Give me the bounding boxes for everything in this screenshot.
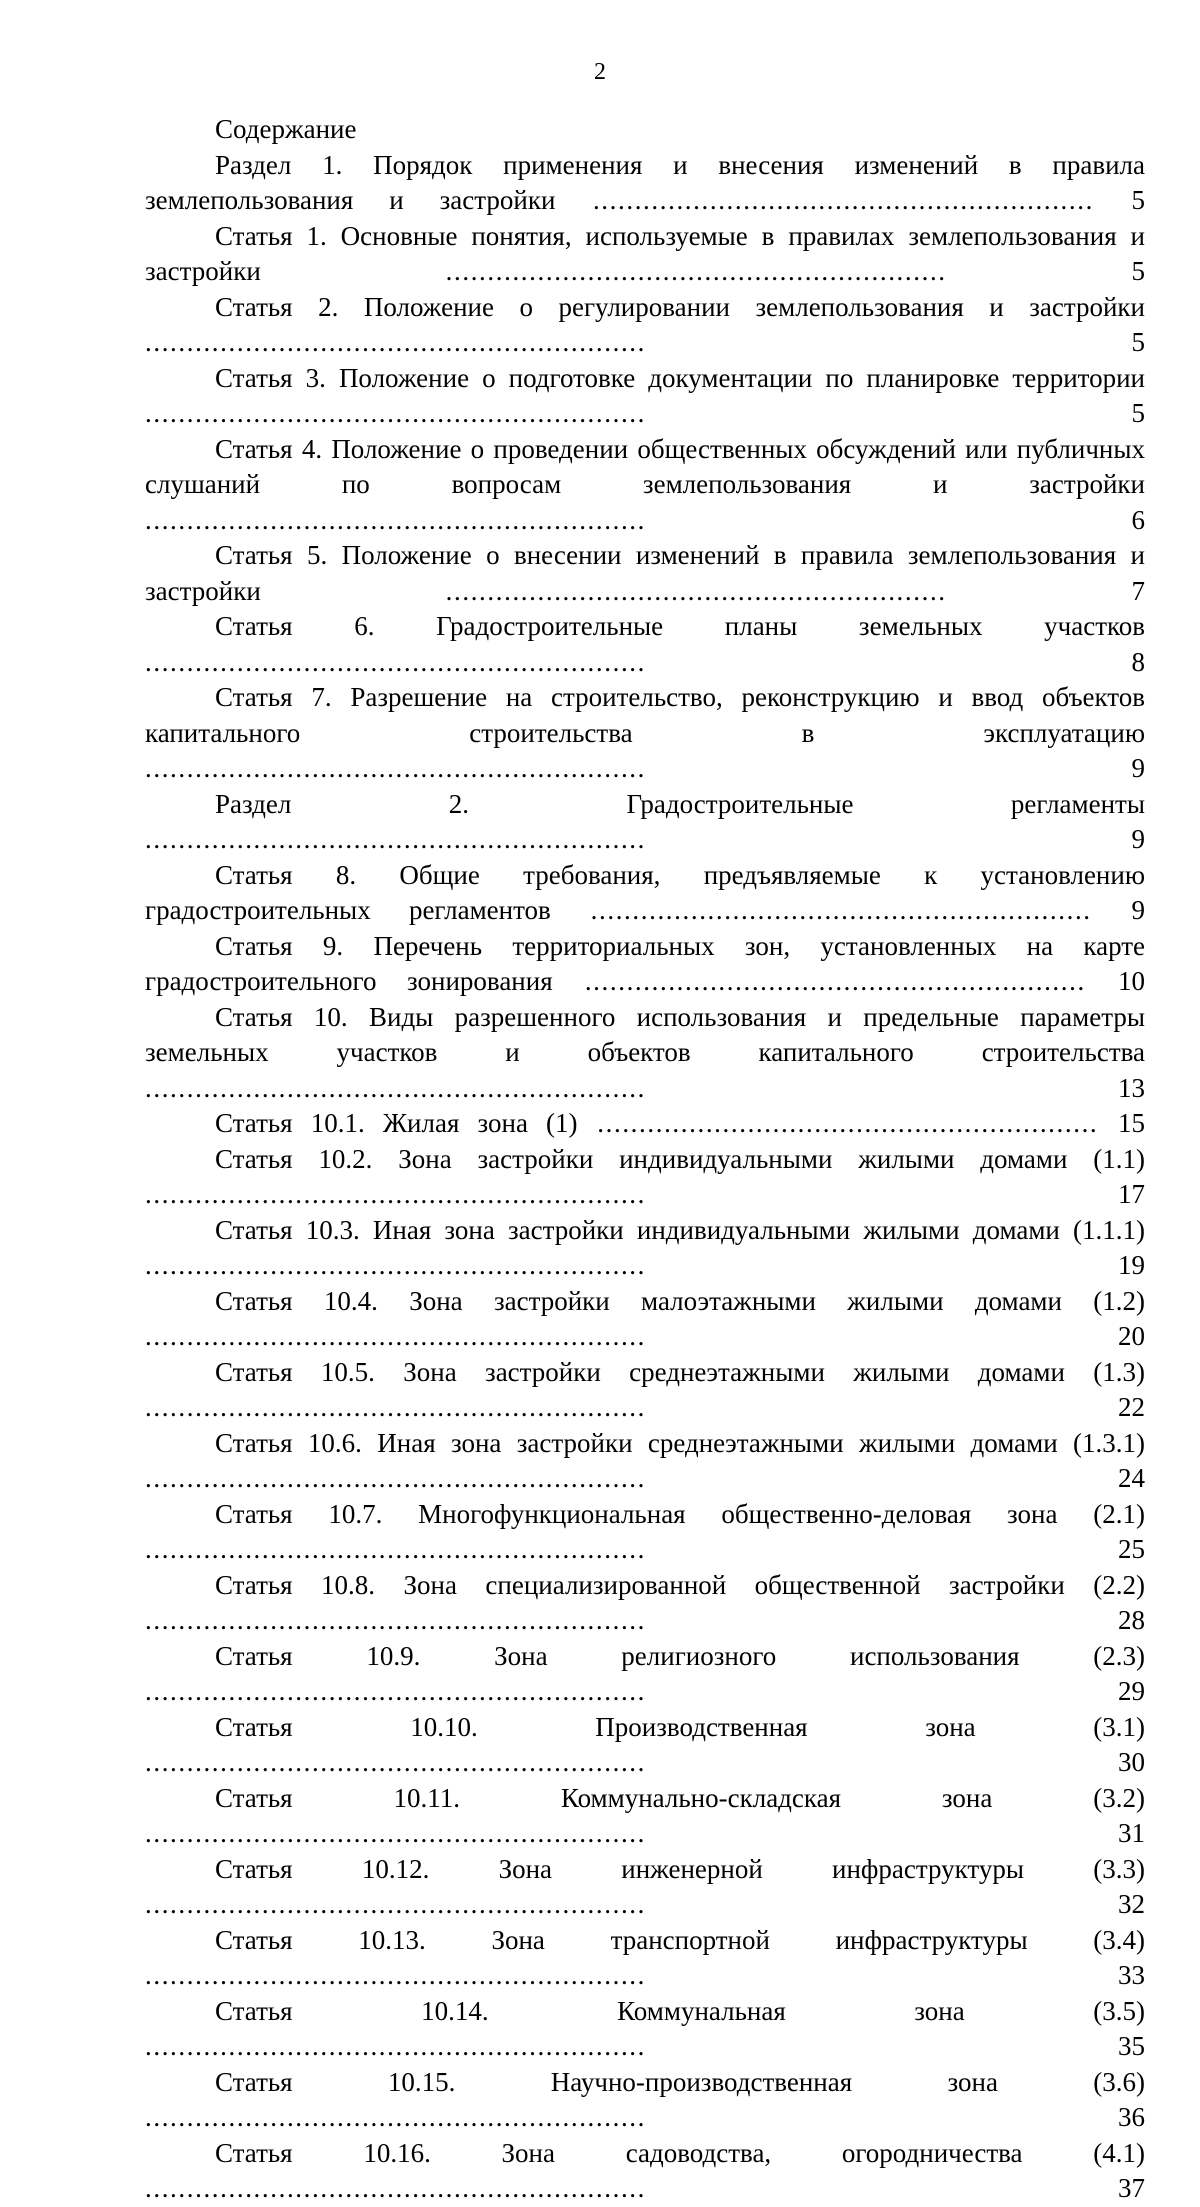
toc-entry-page: 25: [1118, 1534, 1145, 1564]
toc-entry-leader: ............................................................: [260, 575, 1132, 606]
toc-entry-title: Статья 10.14. Коммунальная зона (3.5): [215, 1995, 1145, 2026]
toc-entry[interactable]: [145, 787, 1145, 858]
toc-entry-page: 5: [1131, 398, 1145, 428]
toc-entry-title: Статья 4. Положение о проведении общественных обсуждений или публичных слушаний по вопросам землепользования и застройки: [145, 433, 1145, 499]
toc-entry-title: Статья 10.9. Зона религиозного использования (2.3): [215, 1640, 1145, 1671]
table-of-contents: [145, 112, 1145, 2207]
toc-entry-page: 37: [1118, 2173, 1145, 2203]
toc-entry-page: 32: [1118, 1889, 1145, 1919]
toc-entry[interactable]: [145, 2136, 1145, 2207]
toc-entry[interactable]: [145, 680, 1145, 787]
toc-entry[interactable]: [145, 538, 1145, 609]
toc-entry[interactable]: [145, 361, 1145, 432]
toc-entry-title: Статья 10.1. Жилая зона (1): [215, 1108, 578, 1138]
toc-entry-title: Статья 6. Градостроительные планы земельных участков: [215, 611, 1145, 641]
toc-entry[interactable]: [145, 290, 1145, 361]
toc-entry-leader: ............................................................: [145, 753, 1132, 783]
toc-entry-title: Статья 1. Основные понятия, используемые в правилах землепользования и застройки: [145, 220, 1145, 286]
toc-entry-page: 8: [1131, 646, 1145, 677]
toc-entry[interactable]: [145, 1568, 1145, 1639]
toc-entry-title: Статья 10.4. Зона застройки малоэтажными жилыми домами (1.2): [215, 1285, 1145, 1316]
toc-entry-leader: ............................................................: [145, 1072, 1118, 1103]
toc-entry-page: 22: [1118, 1392, 1145, 1422]
toc-entry-title: Статья 10.13. Зона транспортной инфраструктуры (3.4): [215, 1924, 1145, 1955]
toc-entry[interactable]: [145, 1497, 1145, 1568]
toc-entry[interactable]: [145, 1994, 1145, 2065]
toc-entry-page: 9: [1131, 824, 1145, 854]
toc-entry-page: 9: [1131, 753, 1145, 783]
toc-entry-title: Статья 10.16. Зона садоводства, огородничества (4.1): [215, 2137, 1145, 2168]
toc-entry[interactable]: [145, 1923, 1145, 1994]
toc-entry[interactable]: [145, 929, 1145, 1000]
toc-entry-leader: ............................................................: [145, 1676, 1118, 1706]
toc-entry[interactable]: [145, 1781, 1145, 1852]
toc-entry-page: 24: [1118, 1463, 1145, 1493]
toc-entry[interactable]: [145, 1426, 1145, 1497]
toc-entry-leader: ............................................................: [145, 646, 1132, 677]
toc-entry-page: 5: [1131, 256, 1145, 286]
toc-entry-leader: ............................................................: [555, 185, 1132, 215]
toc-entry-title: Статья 8. Общие требования, предъявляемые к установлению градостроительных регламентов: [145, 859, 1145, 925]
toc-entry-title: Статья 10.2. Зона застройки индивидуальными жилыми домами (1.1): [215, 1143, 1145, 1174]
toc-entry[interactable]: [145, 609, 1145, 680]
toc-entry[interactable]: [145, 1284, 1145, 1355]
toc-entry-page: 30: [1118, 1747, 1145, 1777]
toc-entry-page: 33: [1118, 1960, 1145, 1990]
toc-entry-page: 17: [1118, 1179, 1145, 1209]
toc-entry-page: 19: [1118, 1250, 1145, 1280]
toc-entry-page: 9: [1131, 895, 1145, 925]
toc-entry-title: Статья 7. Разрешение на строительство, реконструкцию и ввод объектов капитального строительства в эксплуатацию: [145, 682, 1145, 748]
toc-entry-leader: ............................................................: [145, 2102, 1118, 2132]
toc-entry-title: Раздел 1. Порядок применения и внесения изменений в правила землепользования и застройки: [145, 149, 1145, 215]
toc-entry-leader: ............................................................: [145, 1605, 1118, 1635]
toc-entry-title: Статья 10.10. Производственная зона (3.1): [215, 1711, 1145, 1742]
toc-entry[interactable]: [145, 432, 1145, 539]
toc-entry-leader: ............................................................: [260, 256, 1132, 286]
toc-entry-title: Статья 10.5. Зона застройки среднеэтажными жилыми домами (1.3): [215, 1356, 1145, 1387]
toc-entry[interactable]: [145, 1213, 1145, 1284]
toc-entry-leader: ............................................................: [552, 966, 1118, 996]
toc-entry-title: Статья 10.15. Научно-производственная зона (3.6): [215, 2066, 1145, 2097]
toc-entry-page: 6: [1131, 504, 1145, 535]
toc-entry-leader: ............................................................: [145, 824, 1132, 854]
toc-heading: Содержание: [215, 114, 357, 144]
toc-entry-leader: ............................................................: [145, 1889, 1118, 1919]
toc-entry-leader: ............................................................: [145, 1960, 1118, 1990]
toc-entry-page: 5: [1131, 185, 1145, 215]
toc-entry-title: Статья 3. Положение о подготовке документации по планировке территории: [215, 362, 1145, 393]
toc-entry-leader: ............................................................: [145, 1392, 1118, 1422]
toc-entry[interactable]: [145, 1106, 1145, 1142]
toc-entry-title: Раздел 2. Градостроительные регламенты: [215, 788, 1145, 819]
toc-entry-leader: ............................................................: [145, 504, 1132, 535]
toc-entry-page: 10: [1118, 966, 1145, 996]
toc-entry-leader: ............................................................: [145, 1747, 1118, 1777]
toc-entry-title: Статья 10.7. Многофункциональная общественно-деловая зона (2.1): [215, 1498, 1145, 1529]
toc-entry-page: 28: [1118, 1605, 1145, 1635]
toc-entry[interactable]: [145, 1142, 1145, 1213]
toc-entry-page: 36: [1118, 2102, 1145, 2132]
toc-entry[interactable]: [145, 1000, 1145, 1107]
toc-entry-page: 5: [1131, 327, 1145, 357]
toc-entry-page: 13: [1118, 1072, 1145, 1103]
toc-entry-list: [145, 148, 1145, 2207]
toc-entry-leader: ............................................................: [145, 1250, 1118, 1280]
toc-entry-leader: ............................................................: [145, 327, 1132, 357]
toc-entry-leader: ............................................................: [145, 1321, 1118, 1351]
toc-entry-leader: ............................................................: [145, 2031, 1118, 2061]
toc-entry-title: Статья 10. Виды разрешенного использования и предельные параметры земельных участков и объектов капитального строительства: [145, 1001, 1145, 1067]
toc-entry-page: 7: [1131, 575, 1145, 606]
toc-entry[interactable]: [145, 858, 1145, 929]
toc-entry-title: Статья 9. Перечень территориальных зон, установленных на карте градостроительного зонирования: [145, 930, 1145, 996]
toc-entry[interactable]: [145, 219, 1145, 290]
toc-entry-title: Статья 10.12. Зона инженерной инфраструктуры (3.3): [215, 1853, 1145, 1884]
toc-entry-leader: ............................................................: [145, 398, 1132, 428]
toc-entry[interactable]: [145, 1852, 1145, 1923]
toc-entry-leader: ............................................................: [145, 1818, 1118, 1848]
toc-entry-leader: ............................................................: [145, 1179, 1118, 1209]
toc-entry-title: Статья 2. Положение о регулировании землепользования и застройки: [215, 291, 1145, 322]
toc-entry-leader: ............................................................: [550, 895, 1132, 925]
toc-entry-leader: ............................................................: [145, 2173, 1118, 2203]
toc-entry-title: Статья 5. Положение о внесении изменений в правила землепользования и застройки: [145, 540, 1145, 606]
page-number: 2: [594, 59, 606, 85]
toc-entry-page: 35: [1118, 2031, 1145, 2061]
toc-entry[interactable]: [145, 148, 1145, 219]
toc-entry-page: 29: [1118, 1676, 1145, 1706]
toc-entry-leader: ............................................................: [577, 1108, 1118, 1138]
toc-entry-leader: ............................................................: [145, 1463, 1118, 1493]
toc-entry[interactable]: [145, 1710, 1145, 1781]
toc-entry-title: Статья 10.6. Иная зона застройки среднеэтажными жилыми домами (1.3.1): [215, 1427, 1145, 1458]
toc-entry-title: Статья 10.3. Иная зона застройки индивидуальными жилыми домами (1.1.1): [215, 1214, 1145, 1245]
toc-entry-page: 31: [1118, 1818, 1145, 1848]
toc-entry[interactable]: [145, 2065, 1145, 2136]
toc-entry[interactable]: [145, 1639, 1145, 1710]
toc-entry-title: Статья 10.11. Коммунально-складская зона (3.2): [215, 1782, 1145, 1813]
toc-entry[interactable]: [145, 1355, 1145, 1426]
toc-entry-leader: ............................................................: [145, 1534, 1118, 1564]
toc-entry-page: 15: [1118, 1108, 1145, 1138]
toc-entry-page: 20: [1118, 1321, 1145, 1351]
toc-entry-title: Статья 10.8. Зона специализированной общественной застройки (2.2): [215, 1569, 1145, 1600]
